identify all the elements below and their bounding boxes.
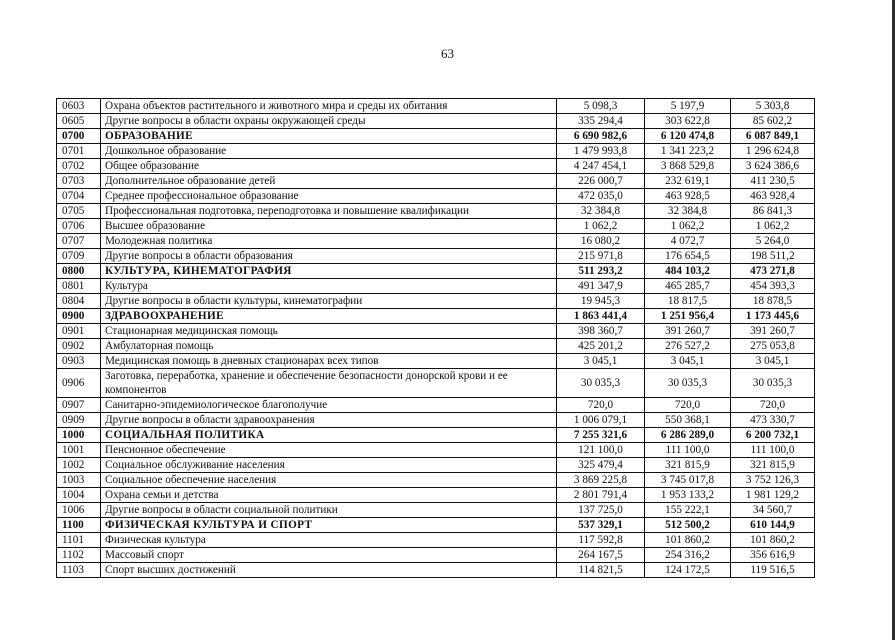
value-cell-3: 1 173 445,6 [731,309,815,324]
value-cell-2: 463 928,5 [645,189,731,204]
code-cell: 0707 [57,234,101,249]
code-cell: 0709 [57,249,101,264]
value-cell-3: 1 062,2 [731,219,815,234]
value-cell-3: 198 511,2 [731,249,815,264]
value-cell-2: 111 100,0 [645,443,731,458]
value-cell-1: 19 945,3 [557,294,645,309]
table-row [57,339,815,354]
value-cell-3: 85 602,2 [731,114,815,129]
value-cell-2: 1 341 223,2 [645,144,731,159]
value-cell-3: 30 035,3 [731,369,815,398]
table-row [57,473,815,488]
code-cell: 0906 [57,369,101,398]
table-row [57,114,815,129]
value-cell-2: 18 817,5 [645,294,731,309]
name-cell: Другие вопросы в области охраны окружающей среды [101,114,557,129]
name-cell: Массовый спорт [101,548,557,563]
name-cell: Другие вопросы в области образования [101,249,557,264]
table-row [57,413,815,428]
table-row [57,398,815,413]
value-cell-1: 117 592,8 [557,533,645,548]
value-cell-3: 3 045,1 [731,354,815,369]
code-cell: 0705 [57,204,101,219]
value-cell-3: 3 624 386,6 [731,159,815,174]
value-cell-2: 3 745 017,8 [645,473,731,488]
section-row [57,309,815,324]
value-cell-3: 391 260,7 [731,324,815,339]
value-cell-1: 2 801 791,4 [557,488,645,503]
code-cell: 0901 [57,324,101,339]
value-cell-3: 6 200 732,1 [731,428,815,443]
value-cell-1: 3 869 225,8 [557,473,645,488]
value-cell-1: 7 255 321,6 [557,428,645,443]
section-row [57,264,815,279]
value-cell-1: 720,0 [557,398,645,413]
table-row [57,204,815,219]
table-row [57,249,815,264]
value-cell-3: 473 330,7 [731,413,815,428]
value-cell-1: 6 690 982,6 [557,129,645,144]
value-cell-1: 215 971,8 [557,249,645,264]
section-row [57,518,815,533]
value-cell-1: 121 100,0 [557,443,645,458]
name-cell: ОБРАЗОВАНИЕ [101,129,557,144]
code-cell: 0703 [57,174,101,189]
table-row [57,354,815,369]
section-row [57,129,815,144]
name-cell: Среднее профессиональное образование [101,189,557,204]
name-cell: Другие вопросы в области социальной политики [101,503,557,518]
name-cell: Охрана семьи и детства [101,488,557,503]
name-cell: Профессиональная подготовка, переподготовка и повышение квалификации [101,204,557,219]
name-cell: Другие вопросы в области здравоохранения [101,413,557,428]
section-row [57,428,815,443]
value-cell-3: 6 087 849,1 [731,129,815,144]
value-cell-1: 114 821,5 [557,563,645,578]
value-cell-1: 425 201,2 [557,339,645,354]
code-cell: 0902 [57,339,101,354]
value-cell-2: 276 527,2 [645,339,731,354]
name-cell: Культура [101,279,557,294]
budget-table [56,98,815,578]
code-cell: 0603 [57,99,101,114]
budget-table-body [57,99,815,578]
table-row [57,369,815,398]
value-cell-2: 512 500,2 [645,518,731,533]
code-cell: 1004 [57,488,101,503]
table-row [57,219,815,234]
name-cell: Дополнительное образование детей [101,174,557,189]
table-row [57,234,815,249]
table-row [57,488,815,503]
table-row [57,324,815,339]
value-cell-2: 6 120 474,8 [645,129,731,144]
value-cell-2: 484 103,2 [645,264,731,279]
code-cell: 1103 [57,563,101,578]
table-row [57,279,815,294]
name-cell: СОЦИАЛЬНАЯ ПОЛИТИКА [101,428,557,443]
code-cell: 0900 [57,309,101,324]
value-cell-1: 1 863 441,4 [557,309,645,324]
name-cell: Социальное обеспечение населения [101,473,557,488]
value-cell-3: 463 928,4 [731,189,815,204]
code-cell: 0605 [57,114,101,129]
value-cell-3: 101 860,2 [731,533,815,548]
name-cell: Заготовка, переработка, хранение и обеспечение безопасности донорской крови и ее компонентов [101,369,557,398]
name-cell: Молодежная политика [101,234,557,249]
table-row [57,458,815,473]
value-cell-1: 3 045,1 [557,354,645,369]
value-cell-3: 454 393,3 [731,279,815,294]
name-cell: Другие вопросы в области культуры, кинематографии [101,294,557,309]
name-cell: КУЛЬТУРА, КИНЕМАТОГРАФИЯ [101,264,557,279]
value-cell-3: 473 271,8 [731,264,815,279]
value-cell-1: 137 725,0 [557,503,645,518]
code-cell: 0700 [57,129,101,144]
value-cell-1: 4 247 454,1 [557,159,645,174]
code-cell: 0701 [57,144,101,159]
value-cell-2: 4 072,7 [645,234,731,249]
value-cell-1: 1 479 993,8 [557,144,645,159]
value-cell-3: 18 878,5 [731,294,815,309]
code-cell: 1006 [57,503,101,518]
value-cell-3: 86 841,3 [731,204,815,219]
code-cell: 0800 [57,264,101,279]
name-cell: Социальное обслуживание населения [101,458,557,473]
value-cell-3: 610 144,9 [731,518,815,533]
value-cell-3: 356 616,9 [731,548,815,563]
value-cell-3: 411 230,5 [731,174,815,189]
value-cell-2: 465 285,7 [645,279,731,294]
value-cell-1: 264 167,5 [557,548,645,563]
value-cell-3: 1 296 624,8 [731,144,815,159]
code-cell: 1003 [57,473,101,488]
value-cell-2: 3 045,1 [645,354,731,369]
value-cell-2: 232 619,1 [645,174,731,189]
value-cell-2: 30 035,3 [645,369,731,398]
name-cell: Охрана объектов растительного и животного мира и среды их обитания [101,99,557,114]
value-cell-3: 275 053,8 [731,339,815,354]
value-cell-1: 5 098,3 [557,99,645,114]
value-cell-1: 398 360,7 [557,324,645,339]
code-cell: 0909 [57,413,101,428]
name-cell: Стационарная медицинская помощь [101,324,557,339]
value-cell-3: 5 264,0 [731,234,815,249]
value-cell-3: 1 981 129,2 [731,488,815,503]
table-row [57,174,815,189]
value-cell-1: 1 006 079,1 [557,413,645,428]
value-cell-2: 6 286 289,0 [645,428,731,443]
name-cell: Медицинская помощь в дневных стационарах всех типов [101,354,557,369]
table-row [57,443,815,458]
table-row [57,533,815,548]
value-cell-1: 537 329,1 [557,518,645,533]
name-cell: Общее образование [101,159,557,174]
value-cell-2: 5 197,9 [645,99,731,114]
code-cell: 0907 [57,398,101,413]
name-cell: Амбулаторная помощь [101,339,557,354]
value-cell-3: 3 752 126,3 [731,473,815,488]
value-cell-2: 321 815,9 [645,458,731,473]
value-cell-1: 472 035,0 [557,189,645,204]
name-cell: Высшее образование [101,219,557,234]
value-cell-2: 550 368,1 [645,413,731,428]
value-cell-1: 30 035,3 [557,369,645,398]
value-cell-3: 321 815,9 [731,458,815,473]
code-cell: 1001 [57,443,101,458]
code-cell: 1102 [57,548,101,563]
value-cell-2: 124 172,5 [645,563,731,578]
name-cell: Спорт высших достижений [101,563,557,578]
page-number: 63 [441,46,454,61]
name-cell: Санитарно-эпидемиологическое благополучие [101,398,557,413]
table-row [57,144,815,159]
value-cell-1: 32 384,8 [557,204,645,219]
value-cell-3: 5 303,8 [731,99,815,114]
code-cell: 1100 [57,518,101,533]
value-cell-3: 720,0 [731,398,815,413]
value-cell-2: 303 622,8 [645,114,731,129]
value-cell-2: 101 860,2 [645,533,731,548]
value-cell-1: 491 347,9 [557,279,645,294]
value-cell-1: 325 479,4 [557,458,645,473]
value-cell-1: 226 000,7 [557,174,645,189]
table-row [57,294,815,309]
value-cell-2: 254 316,2 [645,548,731,563]
value-cell-2: 1 062,2 [645,219,731,234]
value-cell-2: 391 260,7 [645,324,731,339]
value-cell-3: 34 560,7 [731,503,815,518]
name-cell: ФИЗИЧЕСКАЯ КУЛЬТУРА И СПОРТ [101,518,557,533]
value-cell-1: 16 080,2 [557,234,645,249]
code-cell: 0801 [57,279,101,294]
code-cell: 1101 [57,533,101,548]
value-cell-3: 111 100,0 [731,443,815,458]
name-cell: Физическая культура [101,533,557,548]
name-cell: Пенсионное обеспечение [101,443,557,458]
value-cell-1: 511 293,2 [557,264,645,279]
value-cell-1: 1 062,2 [557,219,645,234]
value-cell-2: 155 222,1 [645,503,731,518]
code-cell: 0804 [57,294,101,309]
value-cell-2: 1 953 133,2 [645,488,731,503]
name-cell: ЗДРАВООХРАНЕНИЕ [101,309,557,324]
table-row [57,563,815,578]
value-cell-1: 335 294,4 [557,114,645,129]
code-cell: 1000 [57,428,101,443]
code-cell: 0706 [57,219,101,234]
code-cell: 1002 [57,458,101,473]
code-cell: 0704 [57,189,101,204]
code-cell: 0903 [57,354,101,369]
table-row [57,189,815,204]
table-row [57,503,815,518]
name-cell: Дошкольное образование [101,144,557,159]
code-cell: 0702 [57,159,101,174]
value-cell-2: 3 868 529,8 [645,159,731,174]
value-cell-2: 32 384,8 [645,204,731,219]
table-row [57,99,815,114]
table-row [57,159,815,174]
value-cell-2: 1 251 956,4 [645,309,731,324]
value-cell-2: 176 654,5 [645,249,731,264]
value-cell-3: 119 516,5 [731,563,815,578]
value-cell-2: 720,0 [645,398,731,413]
table-row [57,548,815,563]
